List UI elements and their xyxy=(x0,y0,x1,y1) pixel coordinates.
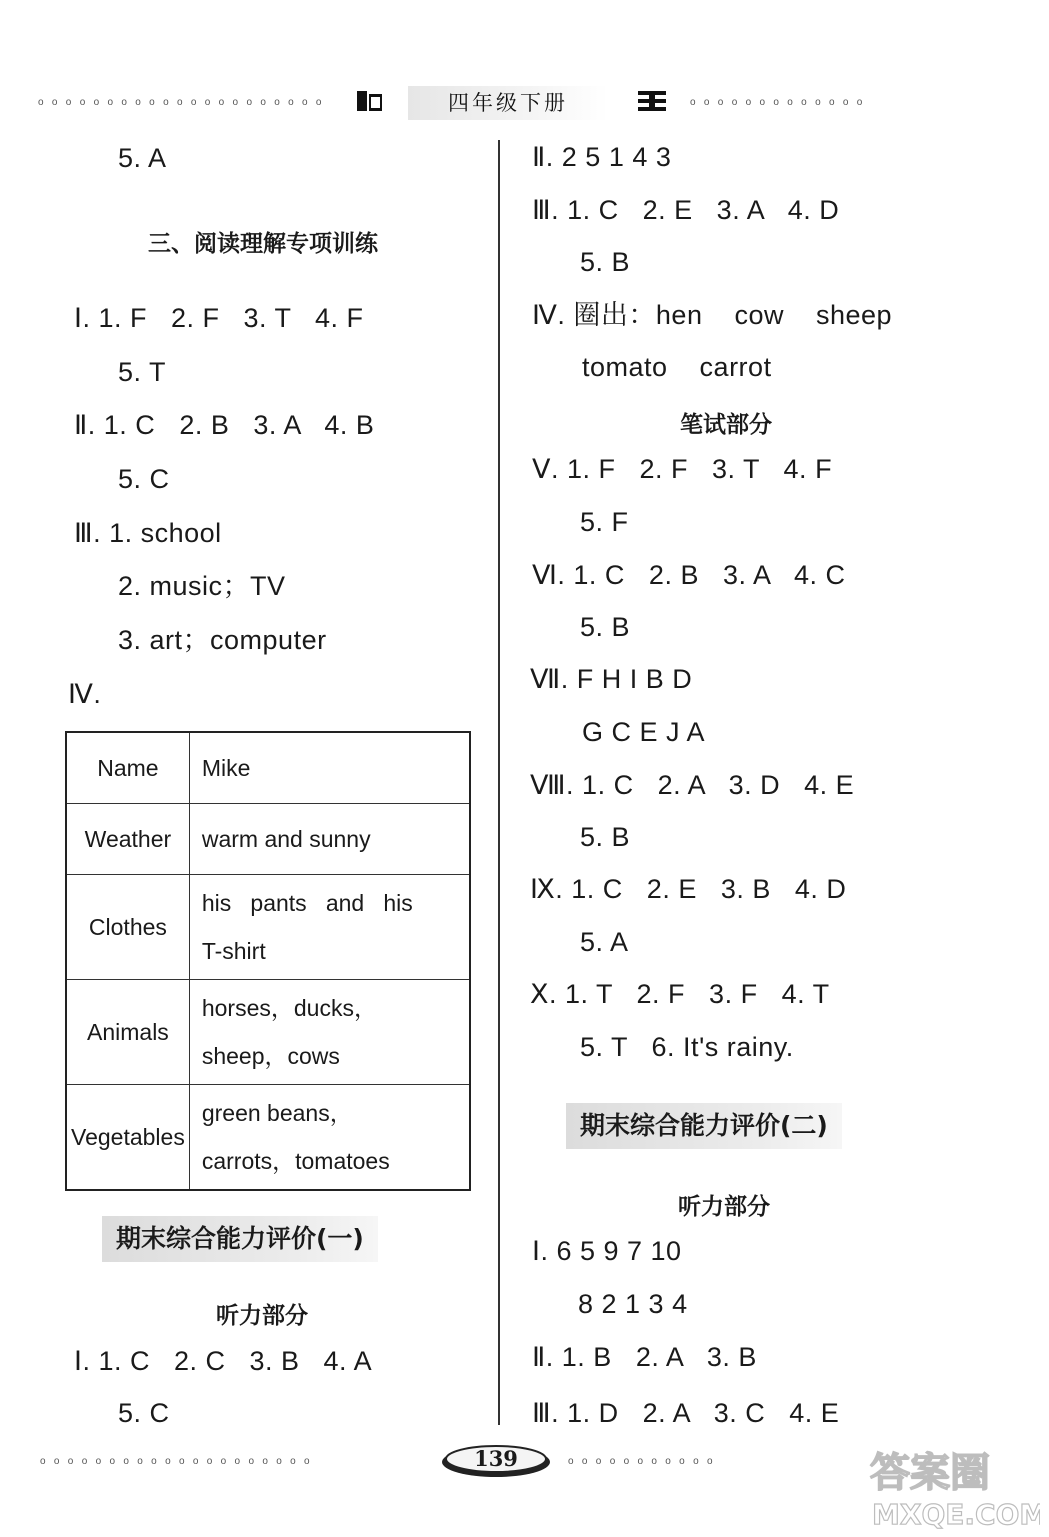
answer-line: tomato carrot xyxy=(582,352,772,382)
table-value-text: green beans， xyxy=(201,1099,353,1126)
answer-line: 3. art；computer xyxy=(118,625,327,655)
section-heading-reading: 三、阅读理解专项训练 xyxy=(148,231,378,257)
grade-title: 四年级下册 xyxy=(408,86,608,120)
table-row xyxy=(66,803,470,874)
table-row xyxy=(66,732,470,803)
answer-line: 8 2 1 3 4 xyxy=(578,1289,688,1319)
table-value-text: horses，ducks， xyxy=(201,994,377,1021)
table-key: Animals xyxy=(66,979,189,1084)
table-key: Name xyxy=(66,732,189,803)
table-value xyxy=(189,732,470,803)
table-value xyxy=(189,803,470,874)
watermark-logo xyxy=(860,1440,1040,1532)
table-row xyxy=(66,874,470,979)
answer-line: Ⅴ. 1. F 2. F 3. T 4. F xyxy=(532,454,833,484)
answer-line: Ⅲ. 1. school xyxy=(74,518,222,548)
answer-line: Ⅶ. F H I B D xyxy=(530,664,693,694)
table-key: Clothes xyxy=(66,874,189,979)
svg-text:答案圈: 答案圈 xyxy=(870,1450,990,1496)
answer-line: 5. T 6. It's rainy. xyxy=(580,1032,794,1062)
answer-line: 5. B xyxy=(580,247,631,277)
answer-line: 5. B xyxy=(580,822,631,852)
header-dots-left: o o o o o o o o o o o o o o o o o o o o o xyxy=(38,97,322,108)
answer-line: 2. music；TV xyxy=(118,571,286,601)
section-heading-written: 笔试部分 xyxy=(680,412,772,438)
answer-line: 5. C xyxy=(118,1398,170,1428)
answer-line: Ⅹ. 1. T 2. F 3. F 4. T xyxy=(530,979,830,1009)
header-dots-right: o o o o o o o o o o o o o xyxy=(690,97,863,108)
section-title-final-2: 期末综合能力评价(二) xyxy=(566,1103,842,1149)
footer-dots-right: o o o o o o o o o o o xyxy=(568,1456,713,1467)
book-logo-icon xyxy=(356,88,384,114)
answer-line: Ⅰ. 6 5 9 7 10 xyxy=(532,1236,682,1266)
answer-line: Ⅳ. xyxy=(68,679,102,709)
table-key: Vegetables xyxy=(66,1084,189,1190)
table-value xyxy=(189,1084,470,1190)
section-title-final-1: 期末综合能力评价(一) xyxy=(102,1216,378,1262)
answer-line: Ⅲ. 1. D 2. A 3. C 4. E xyxy=(532,1398,840,1428)
column-divider xyxy=(498,140,500,1425)
answer-line: Ⅵ. 1. C 2. B 3. A 4. C xyxy=(532,560,846,590)
answer-line: Ⅷ. 1. C 2. A 3. D 4. E xyxy=(530,770,855,800)
info-table xyxy=(65,731,471,1191)
svg-text:MXQE.COM: MXQE.COM xyxy=(872,1498,1040,1531)
page-number-badge xyxy=(440,1440,552,1480)
answer-line: 5. A xyxy=(580,927,629,957)
answer-line: 5. F xyxy=(580,507,629,537)
answer-line: Ⅲ. 1. C 2. E 3. A 4. D xyxy=(532,195,840,225)
table-value-text: his pants and his xyxy=(201,889,413,916)
page-number: 139 xyxy=(474,1446,518,1471)
table-value-text: warm and sunny xyxy=(201,825,371,852)
answer-line: G C E J A xyxy=(582,717,706,747)
section-heading-listening: 听力部分 xyxy=(678,1194,770,1220)
answer-line: Ⅱ. 2 5 1 4 3 xyxy=(532,142,672,172)
table-value xyxy=(189,874,470,979)
answer-line: Ⅳ. 圈出：hen cow sheep xyxy=(532,300,893,330)
table-value-text: carrots，tomatoes xyxy=(201,1147,390,1174)
table-row xyxy=(66,979,470,1084)
answer-line: Ⅱ. 1. B 2. A 3. B xyxy=(532,1342,757,1372)
table-value-text: T-shirt xyxy=(201,937,266,964)
table-value xyxy=(189,979,470,1084)
answer-line: Ⅸ. 1. C 2. E 3. B 4. D xyxy=(530,874,847,904)
table-value-text: Mike xyxy=(201,754,251,781)
section-heading-listening: 听力部分 xyxy=(216,1303,308,1329)
answer-line: Ⅰ. 1. F 2. F 3. T 4. F xyxy=(74,303,364,333)
answer-line: 5. C xyxy=(118,464,170,494)
table-value-text: sheep，cows xyxy=(201,1042,340,1069)
answer-line: 5. B xyxy=(580,612,631,642)
publisher-logo-icon xyxy=(636,90,668,112)
answer-line: 5. T xyxy=(118,357,167,387)
footer-dots-left: o o o o o o o o o o o o o o o o o o o o xyxy=(40,1456,310,1467)
table-key: Weather xyxy=(66,803,189,874)
table-row xyxy=(66,1084,470,1190)
answer-line: Ⅰ. 1. C 2. C 3. B 4. A xyxy=(74,1346,373,1376)
answer-line: Ⅱ. 1. C 2. B 3. A 4. B xyxy=(74,410,375,440)
answer-line: 5. A xyxy=(118,143,167,173)
